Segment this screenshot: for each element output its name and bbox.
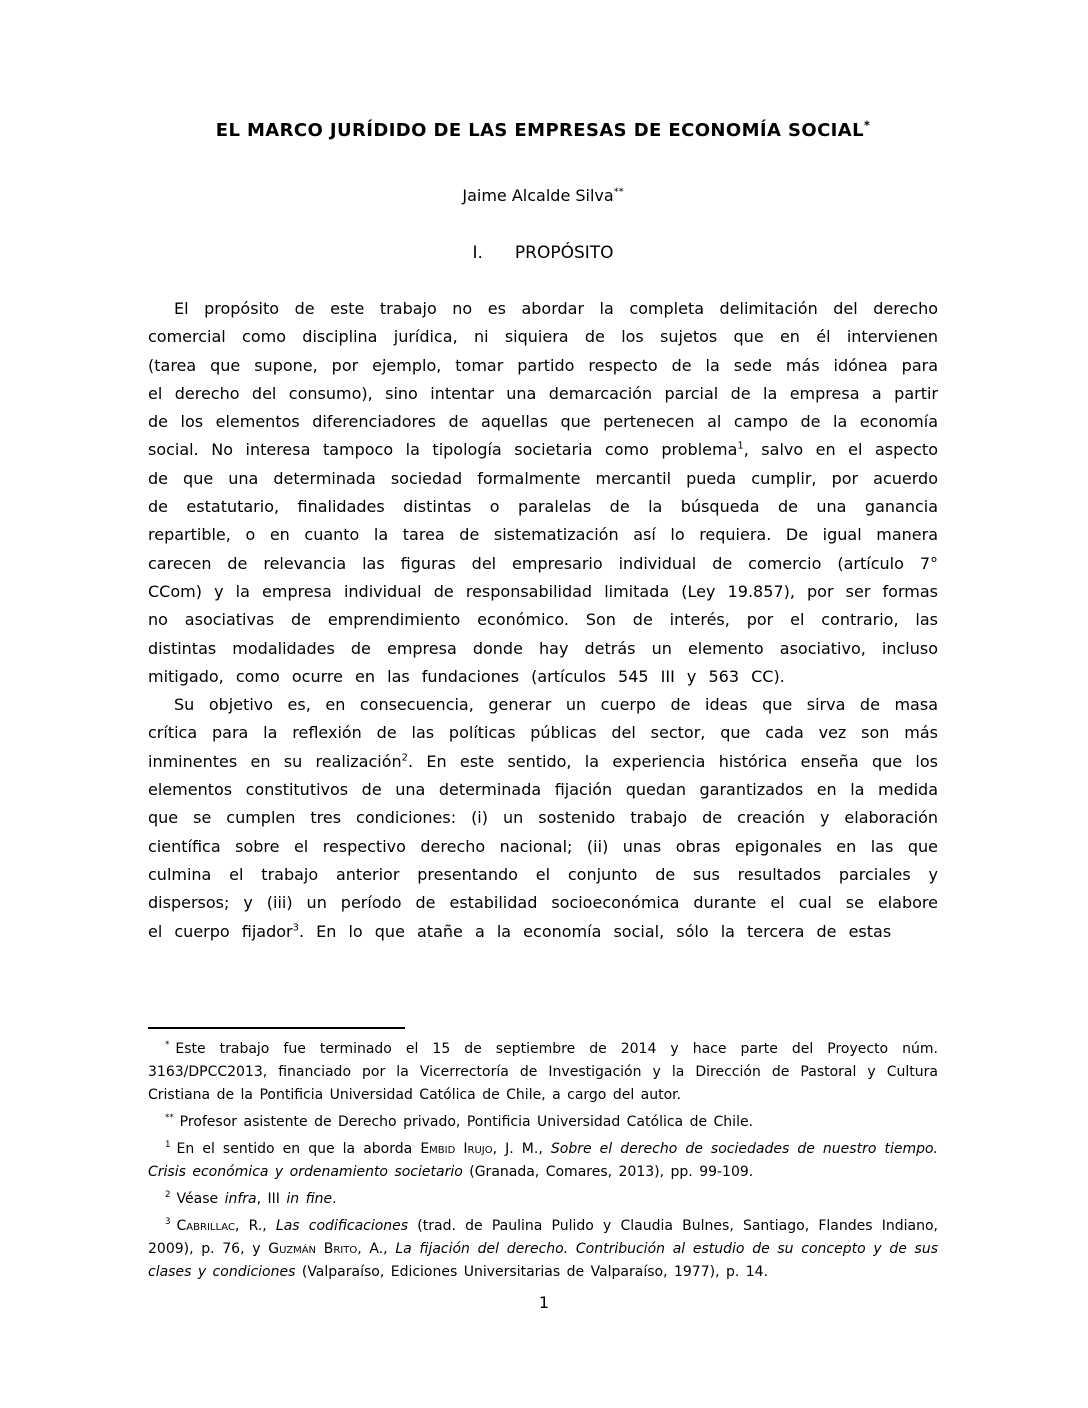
footnote — [148, 1038, 938, 1107]
footnote-marker: 3 — [165, 1217, 171, 1228]
footnote-text: Profesor asistente de Derecho privado, Pontificia Universidad Católica de Chile. — [179, 1114, 754, 1130]
footnote — [148, 1138, 938, 1184]
footnote-text: Véase infra, III in fine. — [176, 1191, 337, 1207]
footnote-text: En el sentido en que la aborda Embid Irujo, J. M., Sobre el derecho de sociedades de nuestro tiempo. Crisis económica y ordenamiento societario (Granada, Comares, 2013), pp. 99-109. — [148, 1141, 939, 1180]
section-heading — [148, 241, 938, 265]
document-title-text: EL MARCO JURÍDIDO DE LAS EMPRESAS DE ECONOMÍA SOCIAL — [215, 120, 864, 141]
footnote-marker: ** — [165, 1113, 174, 1124]
footnotes-section — [148, 1027, 938, 1288]
footnote-marker: * — [165, 1040, 170, 1051]
text-column — [148, 0, 938, 946]
title-footnote-marker: * — [863, 119, 871, 132]
footnote — [148, 1188, 938, 1211]
page-number: 1 — [538, 1293, 550, 1312]
footnote — [148, 1215, 938, 1284]
footnote — [148, 1111, 938, 1134]
article-body — [148, 295, 938, 946]
footnote-marker: 2 — [165, 1190, 171, 1201]
body-paragraph: Su objetivo es, en consecuencia, generar un cuerpo de ideas que sirva de masa crítica para la reflexión de las políticas públicas del sector, que cada vez son más inminentes en su realización$^2$. En este sentido, la experiencia histórica enseña que los elementos constitutivos de una determinada fijación quedan garantizados en la medida que se cumplen tres condiciones: (i) un sostenido trabajo de creación y elaboración científica sobre el respectivo derecho nacional; (ii) unas obras epigonales en las que culmina el trabajo anterior presentando el conjunto de sus resultados parciales y dispersos; y (iii) un período de estabilidad socioeconómica durante el cual se elabore el cuerpo fijador$^3$. En lo que atañe a la economía social, sólo la tercera de estas — [148, 695, 938, 941]
body-paragraph: El propósito de este trabajo no es abordar la completa delimitación del derecho comercial como disciplina jurídica, ni siquiera de los sujetos que en él intervienen (tarea que supone, por ejemplo, tomar partido respecto de la sede más idónea para el derecho del consumo), sino intentar una demarcación parcial de la empresa a partir de los elementos diferenciadores de aquellas que pertenecen al campo de la economía social. No interesa tampoco la tipología societaria como problema$^1$, salvo en el aspecto de que una determinada sociedad formalmente mercantil pueda cumplir, por acuerdo de estatutario, finalidades distintas o paralelas de la búsqueda de una ganancia repartible, o en cuanto la tarea de sistematización así lo requiera. De igual manera carecen de relevancia las figuras del empresario individual de comercio (artículo 7° CCom) y la empresa individual de responsabilidad limitada (Ley 19.857), por ser formas no asociativas de emprendimiento económico. Son de interés, por el contrario, las distintas modalidades de empresa donde hay detrás un elemento asociativo, incluso mitigado, como ocurre en las fundaciones (artículos 545 III y 563 CC). — [148, 299, 938, 686]
footnote-marker: 1 — [165, 1140, 171, 1151]
footnote-text: Este trabajo fue terminado el 15 de septiembre de 2014 y hace parte del Proyecto núm. 3163/DPCC2013, financiado por la Vicerrectoría de Investigación y la Dirección de Pastoral y Cultura Cristiana de la Pontificia Universidad Católica de Chile, a cargo del autor. — [148, 1041, 938, 1103]
author-footnote-marker: ** — [613, 186, 624, 198]
document-title — [148, 118, 938, 144]
section-numeral: I. — [472, 243, 483, 263]
section-title: PROPÓSITO — [514, 243, 614, 263]
footnote-text: Cabrillac, R., Las codificaciones (trad. de Paulina Pulido y Claudia Bulnes, Santiago, Flandes Indiano, 2009), p. 76, y Guzmán Brito, A., La fijación del derecho. Contribución al estudio de su concepto y de sus clases y condiciones (Valparaíso, Ediciones Universitarias de Valparaíso, 1977), p. 14. — [148, 1218, 938, 1280]
author-name: Jaime Alcalde Silva — [462, 186, 614, 205]
author-line — [148, 184, 938, 208]
footnote-separator — [148, 1027, 405, 1029]
